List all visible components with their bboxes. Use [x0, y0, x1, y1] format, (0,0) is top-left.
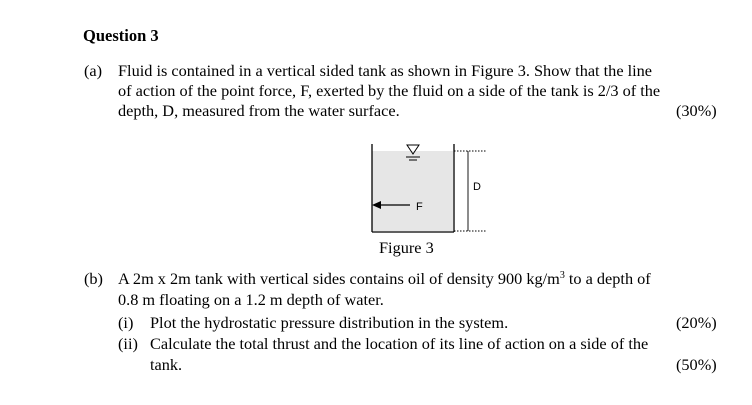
part-a-marks: (30%)	[676, 101, 717, 120]
sub-ii-label: (ii)	[118, 334, 138, 353]
sub-ii-line-2: tank.	[150, 355, 183, 374]
sub-ii-line-1: Calculate the total thrust and the location of its line of action on a side of the	[150, 334, 649, 353]
part-b-line-1-pre: A 2m x 2m tank with vertical sides contains oil of density 900 kg/m	[118, 269, 560, 288]
part-a-line-3: depth, D, measured from the water surface.	[118, 101, 400, 120]
part-b-label: (b)	[84, 269, 103, 288]
sub-i-marks: (20%)	[676, 313, 717, 332]
sub-ii-marks: (50%)	[676, 355, 717, 374]
depth-dimension	[454, 151, 487, 231]
sub-i-label: (i)	[118, 313, 134, 332]
part-a-label: (a)	[84, 61, 103, 80]
force-label: F	[416, 201, 423, 213]
cubed-superscript: 3	[559, 270, 565, 281]
part-a-line-2: of action of the point force, F, exerted by the fluid on a side of the tank is 2/3 of the	[118, 81, 661, 100]
part-b-line-2: 0.8 m floating on a 1.2 m depth of water.	[118, 290, 384, 309]
sub-i-text: Plot the hydrostatic pressure distribution in the system.	[150, 313, 509, 332]
part-a-line-1: Fluid is contained in a vertical sided tank as shown in Figure 3. Show that the line	[118, 61, 653, 80]
water-fill	[372, 151, 453, 231]
part-b-line-1-post: to a depth of	[564, 269, 651, 288]
figure-caption: Figure 3	[379, 238, 434, 257]
part-b-line-1	[118, 269, 651, 289]
question-title: Question 3	[83, 26, 159, 45]
depth-label: D	[473, 181, 481, 193]
